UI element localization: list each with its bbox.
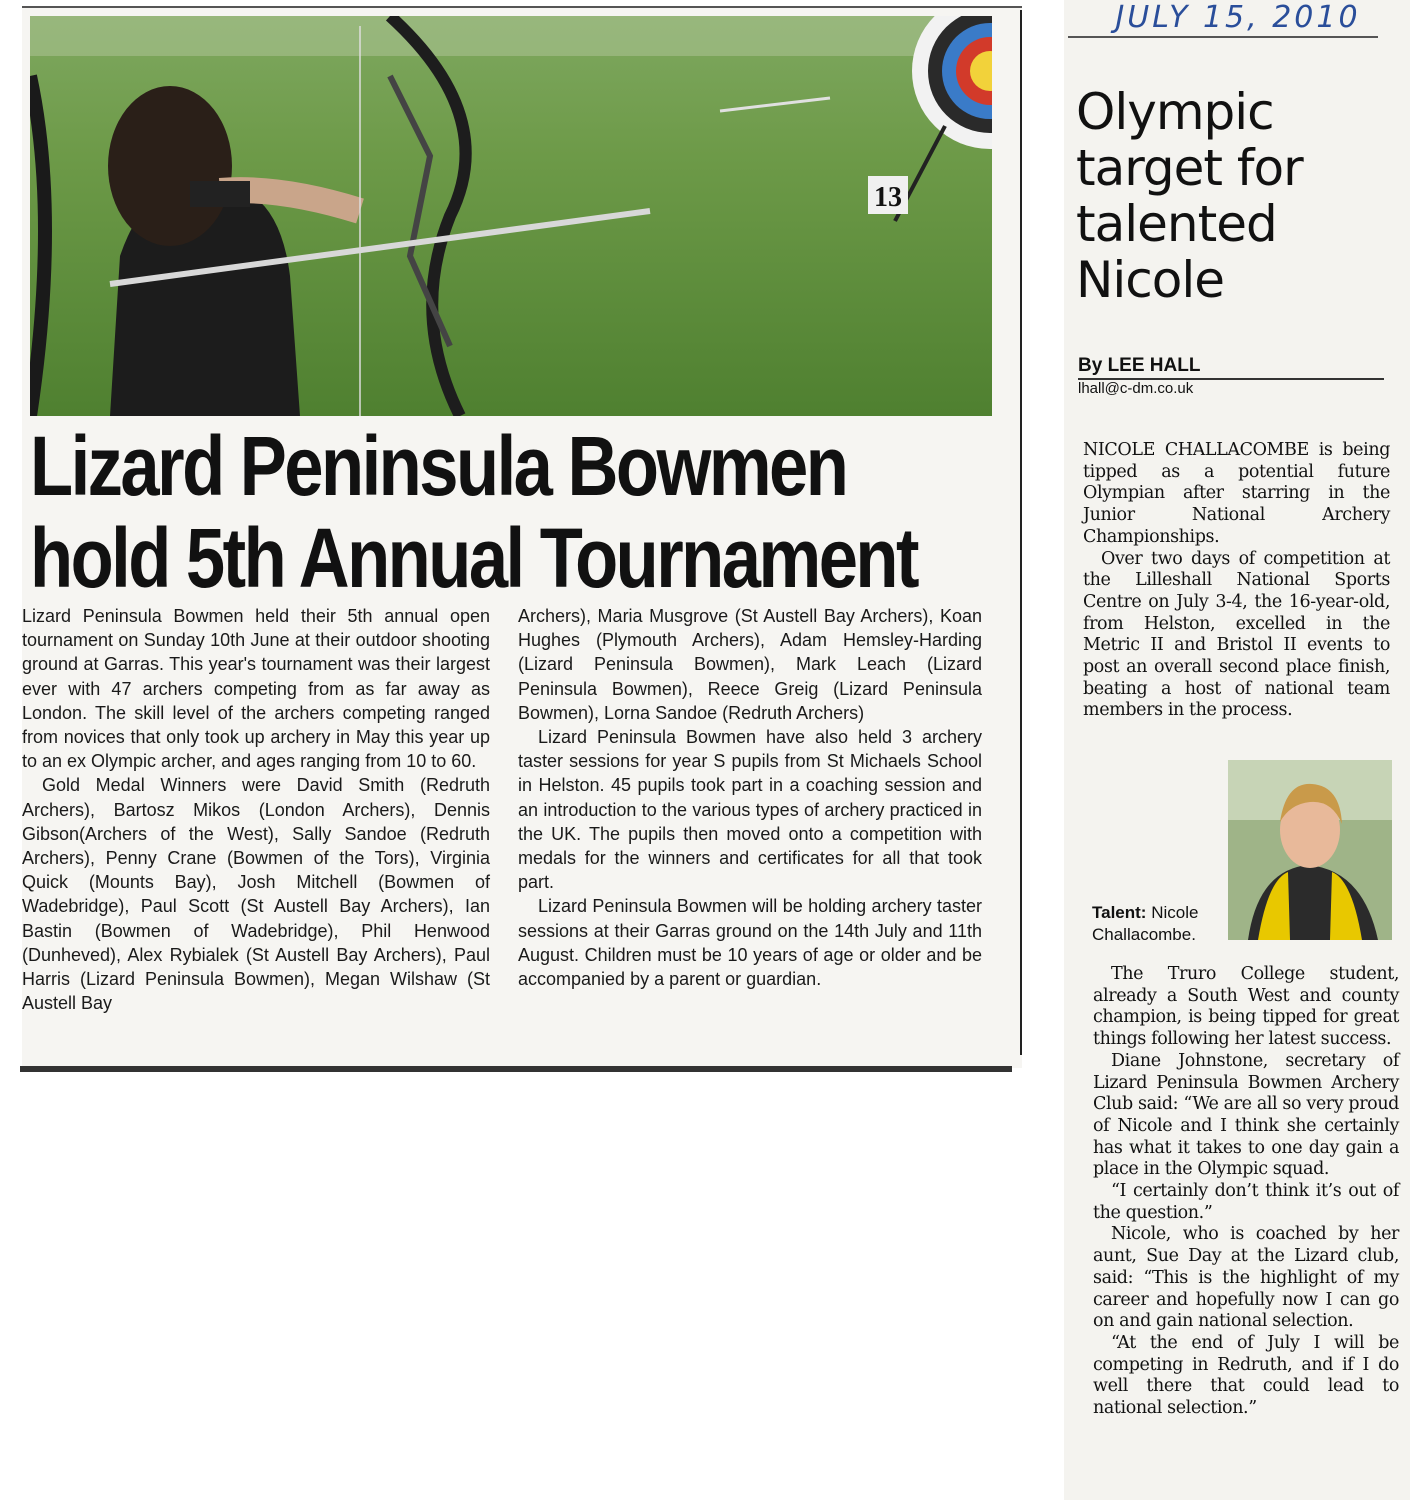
nicole-paragraph-7: “At the end of July I will be competing in Redruth, and if I do well there that could lead to national selection.” [1093,1332,1399,1419]
nicole-paragraph-3: The Truro College student, already a South West and county champion, is being tipped for great things following her latest success. [1093,964,1399,1050]
tournament-column-1 [22,604,490,1015]
tournament-paragraph-4: Lizard Peninsula Bowmen have also held 3 archery taster sessions for year S pupils from St Michaels School in Helston. 45 pupils took part in a coaching session and an introduction to the various types of archery practiced in the UK. The pupils then moved onto a competition with medals for the winners and certificates for all that took part. [518,727,982,893]
byline: By LEE HALL [1078,355,1201,376]
archer-illustration [30,16,992,416]
caption-label: Talent: [1092,903,1147,922]
handwritten-date: JULY 15, 2010 [1115,0,1361,35]
tournament-paragraph-2: Gold Medal Winners were David Smith (Redruth Archers), Bartosz Mikos (London Archers), Dennis Gibson(Archers of the West), Sally Sandoe (Redruth Archers), Penny Crane (Bowmen of the Tors), Virginia Quick (Mounts Bay), Josh Mitchell (Bowmen of Wadebridge), Paul Scott (St Austell Bay Archers), Ian Bastin (Bowmen of Wadebridge), Phil Henwood (Dunheved), Alex Rybialek (St Austell Bay Archers), Paul Harris (Lizard Peninsula Bowmen), Megan Wilshaw (St Austell Bay [22,775,490,1014]
nicole-column-top [1083,440,1390,722]
tournament-column-2 [518,604,982,991]
nicole-headline-line-2: target for [1076,139,1303,197]
archery-photo [30,16,992,416]
nicole-portrait [1228,760,1392,940]
nicole-paragraph-5: “I certainly don’t think it’s out of the question.” [1093,1181,1399,1223]
tournament-paragraph-1: Lizard Peninsula Bowmen held their 5th annual open tournament on Sunday 10th June at their outdoor shooting ground at Garras. This year's tournament was their largest ever with 47 archers competing from as far away as London. The skill level of the archers competing ranged from novices that only took up archery in May this year up to an ex Olympic archer, and ages ranging from 10 to 60. [22,606,490,772]
target-number: 13 [874,182,902,213]
nicole-paragraph-2: Over two days of competition at the Lilleshall National Sports Centre on July 3-4, the 16-year-old, from Helston, excelled in the Metric II and Bristol II events to post an overall second place finish, beating a host of national team members in the process. [1083,548,1390,721]
photo-caption [1092,902,1222,946]
tournament-paragraph-3: Archers), Maria Musgrove (St Austell Bay Archers), Koan Hughes (Plymouth Archers), Adam Hemsley-Harding (Lizard Peninsula Bowmen), Mark Leach (Lizard Peninsula Bowmen), Reece Greig (Lizard Peninsula Bowmen), Lorna Sandoe (Redruth Archers) [518,606,982,723]
portrait-illustration [1228,760,1392,940]
nicole-headline [1076,84,1396,308]
caption-text: Nicole Challacombe. [1092,903,1199,944]
date-underline [1068,36,1378,38]
headline-line-2: hold 5th Annual Tournament [30,511,917,605]
nicole-headline-line-3: talented [1076,195,1277,253]
tournament-headline [30,419,917,605]
column-rule [1020,10,1022,1055]
tournament-paragraph-5: Lizard Peninsula Bowmen will be holding archery taster sessions at their Garras ground on the 14th July and 11th August. Children must be 10 years of age or older and be accompanied by a parent or guardian. [518,896,982,990]
headline-line-1: Lizard Peninsula Bowmen [30,419,847,513]
nicole-paragraph-1: NICOLE CHALLACOMBE is being tipped as a potential future Olympian after starring in the Junior National Archery Championships. [1083,440,1390,547]
nicole-headline-line-1: Olympic [1076,83,1274,141]
author-email: lhall@c-dm.co.uk [1078,380,1194,397]
bottom-rule [20,1066,1012,1072]
nicole-paragraph-6: Nicole, who is coached by her aunt, Sue Day at the Lizard club, said: “This is the highlight of my career and hopefully now I can go on and gain national selection. [1093,1224,1399,1332]
nicole-headline-line-4: Nicole [1076,251,1225,309]
nicole-paragraph-4: Diane Johnstone, secretary of Lizard Peninsula Bowmen Archery Club said: “We are all so very proud of Nicole and I think she certainly has what it takes to one day gain a place in the Olympic squad. [1093,1050,1399,1180]
nicole-column-bottom [1093,964,1399,1420]
